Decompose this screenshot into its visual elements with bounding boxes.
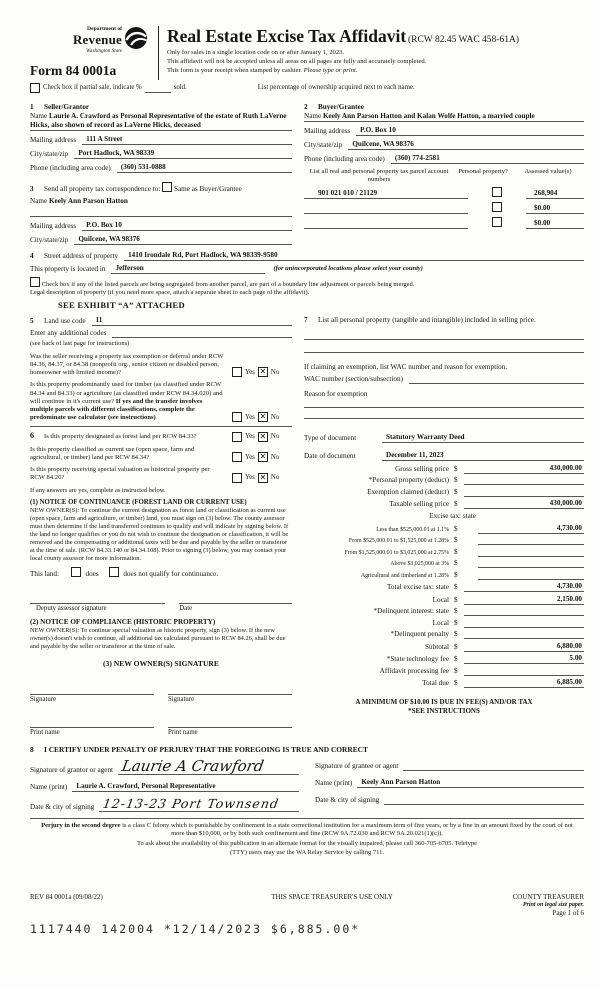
dollar-sign: $ <box>454 618 458 627</box>
footer <box>30 893 584 936</box>
perjury-rest: is a class C felony which is punishable by confinement in a state correctional institution for a maximum term of five years, or by a fine in an amount fixed by the court of not more than $10,000, or by both such confinement and fine (RCW 9A.72.030 and RCW 9A.20.021(1)(c)). <box>120 822 573 838</box>
grantor-date-handwriting: 12-13-23 Port Townsend <box>101 796 281 812</box>
bracket-label: From $525,000.01 to $1,525,000 at 1.28% <box>348 538 449 545</box>
grantee-print-field[interactable]: Keely Ann Parson Hatton <box>357 778 584 788</box>
tax-bracket-row <box>304 571 584 580</box>
tax-label: Exemption claimed (deduct) <box>367 487 449 496</box>
dollar-sign: $ <box>454 679 458 688</box>
tax-label: *Delinquent penalty <box>390 630 449 639</box>
parcels-col1-header: List all real and personal property tax parcel account numbers <box>309 167 449 183</box>
dor-logo-text <box>73 26 122 55</box>
perjury-bold: Perjury in the second degree <box>41 822 121 830</box>
dollar-sign: $ <box>454 642 458 651</box>
dollar-sign: $ <box>454 666 458 675</box>
seller-phone-field[interactable]: (360) 531-0888 <box>117 163 292 173</box>
buyer-mailing-label: Mailing address <box>304 126 351 135</box>
tax-correspondence-name <box>30 197 292 206</box>
continuance-row <box>30 567 292 579</box>
sec1-number: 1 <box>30 102 34 111</box>
right-tax-column <box>304 316 584 737</box>
form-number: Form 84 0001a <box>30 62 117 78</box>
land-use-label: Land use code <box>44 317 86 326</box>
new-owner-print-field-2[interactable] <box>168 717 292 728</box>
tax-row-delinquent-local <box>304 619 584 628</box>
tax-row-gross <box>304 464 584 474</box>
sec3-mailing-label: Mailing address <box>30 221 77 230</box>
segregated-checkbox[interactable] <box>30 277 40 287</box>
grantor-signature-label: Signature of grantor or agent <box>30 766 114 775</box>
assessed-value-field[interactable]: $0.00 <box>526 219 584 229</box>
new-owner-print-field-1[interactable] <box>30 717 154 728</box>
tax-label: *State technology fee <box>386 655 449 664</box>
buyer-phone-field[interactable]: (360) 774-2581 <box>391 154 584 164</box>
reason-exemption-line-1[interactable] <box>304 407 584 408</box>
tax-row-technology-fee <box>304 654 584 664</box>
question-current-use-text: Is this property classified as current use (open space, farm and agricultural, or timber) land per RCW 84.34? <box>30 445 195 461</box>
footer-right <box>464 893 584 918</box>
bracket-label: Agricultural and timberland at 1.28% <box>360 572 449 579</box>
reason-exemption-label: Reason for exemption <box>304 390 368 399</box>
parcel-row <box>304 217 584 229</box>
header-left <box>30 26 148 80</box>
q5-no-checkbox[interactable] <box>258 473 268 483</box>
dollar-sign: $ <box>454 570 458 579</box>
seller-mailing-field[interactable]: 111 A Street <box>82 135 292 145</box>
rev-number: REV 84 0001a (09/08/22) <box>30 893 103 901</box>
bracket-label: Above $3,025,000 at 3% <box>390 561 449 568</box>
q1-yes-checkbox[interactable] <box>232 367 242 377</box>
bracket-label: Less than $525,000.01 at 1.1% <box>376 526 449 533</box>
tax-row-processing-fee <box>304 667 584 676</box>
assessed-value-field[interactable]: 268,904 <box>526 189 584 199</box>
treasurer-use-label: THIS SPACE TREASURER'S USE ONLY <box>271 893 393 901</box>
grantor-print-field[interactable]: Laurie A. Crawford, Personal Representative <box>72 782 299 792</box>
alt-format-note: To ask about the availability of this publication in an alternate format for the visually impaired, please call 360-705-6705. Teletype <box>137 839 477 847</box>
dollar-sign: $ <box>454 559 458 568</box>
seller-buyer-band <box>30 103 584 245</box>
legal-size-note: Print on legal size paper. <box>522 901 584 908</box>
parcel-row <box>304 187 584 199</box>
tax-bracket-row <box>304 536 584 545</box>
if-yes-note: If any answers are yes, complete as instructed below. <box>30 486 166 494</box>
print-name-label-1: Print name <box>30 728 60 736</box>
buyer-mailing-field[interactable]: P.O. Box 10 <box>356 126 584 136</box>
tax-label: Total due <box>422 679 449 688</box>
print-name-label-2: Print name <box>168 728 198 736</box>
tax-row-taxable <box>304 499 584 509</box>
does-checkbox[interactable] <box>71 567 81 577</box>
same-as-buyer-checkbox[interactable] <box>162 182 172 192</box>
no-label: No <box>270 433 280 441</box>
additional-codes-label: Enter any additional codes <box>30 329 107 338</box>
state-technology-fee-field[interactable]: 5.00 <box>464 654 584 664</box>
parcel-number-field[interactable] <box>304 204 468 214</box>
form-title: Real Estate Excise Tax Affidavit <box>167 26 407 46</box>
see-back-note: (see back of last page for instructions) <box>30 340 130 348</box>
header-note-3a: This form is your receipt when stamped by cashier. <box>167 67 304 75</box>
partial-sale-checkbox[interactable] <box>30 83 40 93</box>
delinquent-penalty-field[interactable] <box>464 630 584 639</box>
q1-no-checkbox[interactable] <box>258 367 268 377</box>
dollar-sign: $ <box>454 583 458 592</box>
dollar-sign: $ <box>454 630 458 639</box>
section-4 <box>30 251 584 311</box>
does-not-label: does not qualify for continuance. <box>123 570 219 579</box>
question-exemption-text: Was the seller receiving a property tax exemption or deferral under RCW 84.36, 84.37, or 84.38 (nonprofit org., senior citizen or disabled person, homeowner with limited income)? <box>30 352 224 377</box>
personal-property-checkbox[interactable] <box>492 187 502 197</box>
sec7-number: 7 <box>304 316 308 325</box>
sec8-number: 8 <box>30 745 34 755</box>
sec1-title: Seller/Grantor <box>44 102 90 111</box>
dollar-sign: $ <box>454 524 458 533</box>
seller-name-value[interactable]: Laurie A. Crawford as Personal Representative of the estate of Ruth LaVerne Hicks, also shown of record as LaVerne Hicks, deceased <box>30 111 287 129</box>
this-land-label: This land: <box>30 570 59 579</box>
segregated-row <box>30 277 584 289</box>
sec3-mailing-field[interactable]: P.O. Box 10 <box>82 221 292 231</box>
question-current-use <box>30 446 292 462</box>
does-label: does <box>85 570 99 579</box>
exemption-note: If claiming an exemption, list WAC number and reason for exemption. <box>304 363 508 372</box>
same-as-buyer-label: Same as Buyer/Grantee <box>173 184 242 193</box>
sec2-title: Buyer/Grantee <box>318 102 364 111</box>
tax-row-delinquent-penalty <box>304 630 584 639</box>
tax-label: Taxable selling price <box>389 500 449 509</box>
grantee-signature-label: Signature of grantee or agent <box>315 762 399 771</box>
ownership-note: List percentage of ownership acquired next to each name. <box>257 84 415 92</box>
seller-name <box>30 112 292 130</box>
seller-city-field[interactable]: Port Hadlock, WA 98339 <box>74 149 292 159</box>
tax-row-exemption-deduct <box>304 488 584 497</box>
new-owners-signature-title: (3) NEW OWNER(S) SIGNATURE <box>103 658 219 668</box>
partial-sale-label: Check box if partial sale, indicate % <box>43 84 142 92</box>
notice1-body: NEW OWNER(S): To continue the current designation as forest land or classification as current use (open space, farm and agriculture, or timber) land, you must sign on (3) below. The county assessor must then determine if the land transferred continues to qualify and will indicate by signing below. If the land no longer qualifies or you do not wish to continue the designation or classification, it will be removed and the compensating or additional taxes will be due and payable by the seller or transferor at the time of sale. (RCW 84.33.140 or 84.34.108). Prior to signing (3) below, you may contact your local county assessor for more information. <box>30 507 289 563</box>
taxable-selling-price-field[interactable]: 430,000.00 <box>464 499 584 509</box>
deputy-assessor-label: Deputy assessor signature <box>36 605 107 613</box>
grantee-print-label: Name (print) <box>315 779 353 788</box>
tax-row-total-state <box>304 582 584 592</box>
seller-phone-label: Phone (including area code) <box>30 163 111 172</box>
treasurer-stamp: 1117440 142004 *12/14/2023 $6,885.00* <box>30 922 361 936</box>
tax-row-subtotal <box>304 642 584 652</box>
dor-logo <box>30 26 148 55</box>
does-not-checkbox[interactable] <box>109 567 119 577</box>
q2-no-checkbox[interactable] <box>258 412 268 422</box>
type-of-document-label: Type of document <box>304 434 357 443</box>
seller-name-underline <box>30 130 292 131</box>
date-of-document-field[interactable]: December 11, 2023 <box>382 451 584 461</box>
bracket-5-field[interactable] <box>478 571 584 580</box>
tax-label: Subtotal <box>425 642 449 651</box>
no-label: No <box>270 414 280 421</box>
sec3-name-value[interactable]: Keely Ann Parson Hatton <box>48 196 128 205</box>
section-8 <box>30 745 584 812</box>
new-owner-print-names <box>30 717 292 737</box>
personal-property-checkbox[interactable] <box>492 202 502 212</box>
sec3-name-label: Name <box>30 196 48 205</box>
form-title-rcw: (RCW 82.45 WAC 458-61A) <box>407 35 519 45</box>
tax-bracket-row <box>304 524 584 534</box>
buyer-name-label: Name <box>304 111 322 120</box>
parcels-table <box>304 168 584 229</box>
parcel-number-field[interactable] <box>304 219 468 229</box>
grantee-date-field[interactable] <box>384 795 584 805</box>
personal-property-deduct-field[interactable] <box>464 476 584 485</box>
seller-city-label: City/state/zip <box>30 149 69 158</box>
question-timber-agriculture <box>30 381 292 422</box>
no-label: No <box>270 368 280 376</box>
yes-label: Yes <box>245 368 255 376</box>
yes-label: Yes <box>245 453 255 461</box>
no-label: No <box>270 474 280 482</box>
dollar-sign: $ <box>454 655 458 664</box>
sec3-heading <box>30 182 292 194</box>
header-note-1: Only for sales in a single location code on or after January 1, 2023. <box>167 48 345 56</box>
minimum-fee-note: A MINIMUM OF $10.00 IS DUE IN FEE(S) AND/OR TAX <box>355 698 533 707</box>
header-divider <box>158 26 159 80</box>
buyer-name-value[interactable]: Keely Ann Parson Hatton and Kalan Wolfe Hatton, a married couple <box>322 111 535 120</box>
parcel-number-field[interactable]: 901 021 010 / 21129 <box>304 189 468 199</box>
perjury-statement <box>38 822 576 838</box>
tax-row-personal-deduct <box>304 476 584 485</box>
header-note-2: This affidavit will not be accepted unless all areas on all pages are fully and accurately completed. <box>167 58 427 66</box>
personal-property-list-label: List all personal property (tangible and intangible) included in selling price. <box>318 316 536 325</box>
sec3-city-field[interactable]: Quilcene, WA 98376 <box>74 235 292 245</box>
buyer-city-label: City/state/zip <box>304 140 343 149</box>
notice2-body: NEW OWNER(S): To continue special valuation as historic property, sign (3) below. If the new owner(s) doesn't wish to continue, all additional tax calculated pursuant to RCW 84.26, shall be due and payable by the seller or transferor at the time of sale. <box>30 626 286 650</box>
sec3-city-label: City/state/zip <box>30 235 69 244</box>
new-owner-signatures <box>30 684 292 704</box>
tax-label: Gross selling price <box>395 464 449 473</box>
tax-label: Affidavit processing fee <box>379 666 449 675</box>
grantee-signature-field[interactable] <box>403 761 584 771</box>
exemption-claimed-field[interactable] <box>464 488 584 497</box>
tax-label: *Personal property (deduct) <box>368 476 449 485</box>
question-exemption-deferral <box>30 353 292 378</box>
partial-sale-percent-field[interactable] <box>145 85 171 93</box>
page-indicator: Page 1 of 6 <box>552 909 584 918</box>
sec6-number: 6 <box>30 431 34 441</box>
buyer-phone-label: Phone (including area code) <box>304 154 385 163</box>
grantor-print-label: Name (print) <box>30 783 68 792</box>
question-timber-bold-text: If yes and the transfer involves multiple parcels with different classifications, complete the predominate use calculator (see instructions) <box>30 397 203 422</box>
additional-codes-field[interactable] <box>112 329 292 338</box>
personal-property-checkbox[interactable] <box>492 217 502 227</box>
assessor-signature-row <box>30 593 292 613</box>
buyer-city-field[interactable]: Quilcene, WA 98376 <box>348 140 584 150</box>
new-owner-signature-field-1[interactable] <box>30 684 154 695</box>
q4-yes-checkbox[interactable] <box>232 452 242 462</box>
parcels-col2-header: Personal property? <box>458 167 508 175</box>
bracket-4-field[interactable] <box>478 559 584 568</box>
question-forest-land <box>30 431 292 441</box>
notice1-title: (1) NOTICE OF CONTINUANCE (FOREST LAND OR CURRENT USE) <box>30 498 247 506</box>
question-forest-text: Is this property designated as forest land per RCW 84.33? <box>44 433 197 441</box>
grantor-date-field[interactable] <box>99 796 299 812</box>
delinquent-interest-local-field[interactable] <box>464 619 584 628</box>
dollar-sign: $ <box>454 487 458 496</box>
dollar-sign: $ <box>454 547 458 556</box>
sec2-number: 2 <box>304 102 308 111</box>
parcels-header <box>304 168 584 184</box>
wac-number-field[interactable] <box>409 375 584 384</box>
excise-tax-heading: Excise tax: state <box>429 512 476 521</box>
legal-description-label: Legal description of property (if you need more space, attach a separate sheet to each page of the affidavit). <box>30 288 310 296</box>
sec3-name-underline <box>30 216 292 217</box>
reason-exemption-line-2[interactable] <box>304 418 584 419</box>
no-label: No <box>270 453 280 461</box>
dollar-sign: $ <box>454 595 458 604</box>
revenue-wordmark: Revenue <box>72 31 122 47</box>
q3-no-checkbox[interactable] <box>258 432 268 442</box>
left-questions-column <box>30 316 292 737</box>
gross-selling-price-field[interactable]: 430,000.00 <box>464 464 584 474</box>
local-tax-field[interactable]: 2,150.00 <box>464 595 584 605</box>
personal-property-line-2[interactable] <box>304 352 584 353</box>
notice2-title: (2) NOTICE OF COMPLIANCE (HISTORIC PROPERTY) <box>30 617 216 626</box>
legal-description-value[interactable]: SEE EXHIBIT “A” ATTACHED <box>58 299 185 310</box>
bracket-1-field[interactable]: 4,730.00 <box>478 524 584 534</box>
county-treasurer-label: COUNTY TREASURER <box>512 893 584 901</box>
dept-of-label: Department of <box>87 26 122 32</box>
assessor-date-field[interactable] <box>179 593 292 604</box>
sec1-heading <box>30 103 292 112</box>
bracket-label: From $1,525,000.01 to $3,025,000 at 2.75% <box>344 549 449 556</box>
see-instructions-note: *SEE INSTRUCTIONS <box>408 707 480 716</box>
q5-yes-checkbox[interactable] <box>232 473 242 483</box>
tax-label: Local <box>432 618 449 627</box>
type-of-document-field[interactable]: Statutory Warranty Deed <box>382 433 584 443</box>
personal-property-checkbox-cell <box>468 217 526 229</box>
q2-yes-checkbox[interactable] <box>232 412 242 422</box>
tax-bracket-row <box>304 548 584 557</box>
new-owner-signature-field-2[interactable] <box>168 684 292 695</box>
street-address-field[interactable]: 1410 Irondale Rd, Port Hadlock, WA 98339-9580 <box>124 251 584 261</box>
grantor-date-label: Date & city of signing <box>30 803 95 812</box>
buyer-name-underline <box>304 121 584 122</box>
dollar-sign: $ <box>454 607 458 616</box>
deputy-assessor-signature-field[interactable] <box>30 593 165 604</box>
buyer-name <box>304 112 584 121</box>
yes-label: Yes <box>245 414 255 421</box>
county-note: (for unincorporated locations please select your county) <box>273 265 423 273</box>
tax-label: *Delinquent interest: state <box>373 607 449 616</box>
seller-column <box>30 103 292 245</box>
sec3-label: Send all property tax correspondence to: <box>44 184 161 193</box>
dollar-sign: $ <box>454 500 458 509</box>
signature-label-2: Signature <box>168 696 195 704</box>
county-field[interactable]: Jefferson <box>111 264 265 274</box>
signature-grid <box>30 754 584 812</box>
washington-state-label: Washington State <box>86 48 122 55</box>
delinquent-interest-state-field[interactable] <box>464 607 584 616</box>
seller-mailing-label: Mailing address <box>30 135 77 144</box>
sec3-number: 3 <box>30 184 34 193</box>
question-historic-text: Is this property receiving special valuation as historical property per RCW 84.26? <box>30 466 210 482</box>
partial-sale-row <box>30 83 584 93</box>
tax-row-total-due <box>304 678 584 688</box>
sec6-divider <box>30 426 292 427</box>
located-in-label: This property is located in <box>30 264 106 273</box>
main-band <box>30 316 584 737</box>
tty-note: (TTY) users may use the WA Relay Service by calling 711. <box>230 848 384 856</box>
signature-label-1: Signature <box>30 696 57 704</box>
tax-bracket-row <box>304 559 584 568</box>
yes-label: Yes <box>245 474 255 482</box>
q4-no-checkbox[interactable] <box>258 452 268 462</box>
affidavit-processing-fee-field[interactable] <box>464 667 584 676</box>
partial-sale-sold-label: sold. <box>173 84 187 92</box>
segregated-label: Check box if any of the listed parcels are being segregated from another parcel, are part of a boundary line adjustment or parcels being merged. <box>41 280 415 288</box>
header <box>30 26 584 80</box>
certify-statement: I CERTIFY UNDER PENALTY OF PERJURY THAT THE FOREGOING IS TRUE AND CORRECT <box>44 745 368 755</box>
wac-number-label: WAC number (section/subsection) <box>304 375 404 384</box>
yes-label: Yes <box>245 433 255 441</box>
parcel-row <box>304 202 584 214</box>
subtotal-field[interactable]: 6,880.00 <box>464 642 584 652</box>
personal-property-line-1[interactable] <box>304 339 584 340</box>
grantor-signature-handwriting: Laurie A Crawford <box>120 757 266 776</box>
grantor-signature-field[interactable] <box>118 757 299 776</box>
header-right <box>167 26 584 80</box>
date-of-document-label: Date of document <box>304 452 356 461</box>
grantee-signature-column <box>315 754 584 812</box>
perjury-notice <box>30 818 584 857</box>
sec2-heading <box>304 103 584 112</box>
land-use-field[interactable]: 11 <box>92 316 292 326</box>
total-excise-state-field[interactable]: 4,730.00 <box>464 582 584 592</box>
street-address-label: Street address of property <box>44 251 119 260</box>
bracket-2-field[interactable] <box>478 536 584 545</box>
tax-row-delinquent-interest <box>304 607 584 616</box>
dollar-sign: $ <box>454 536 458 545</box>
dollar-sign: $ <box>454 476 458 485</box>
buyer-column <box>304 103 584 245</box>
parcels-col3-header: Assessed value(s) <box>524 167 572 175</box>
tax-label: Total excise tax: state <box>387 583 449 592</box>
seller-name-label: Name <box>30 111 48 120</box>
header-note-3 <box>167 67 584 75</box>
dollar-sign: $ <box>454 464 458 473</box>
header-note-3b: Please type or print. <box>303 67 358 75</box>
sec4-number: 4 <box>30 251 34 260</box>
sec5-number: 5 <box>30 317 34 326</box>
personal-property-checkbox-cell <box>468 202 526 214</box>
revenue-swirl-icon <box>124 26 148 53</box>
total-due-field[interactable]: 6,885.00 <box>464 678 584 688</box>
personal-property-checkbox-cell <box>468 187 526 199</box>
q3-yes-checkbox[interactable] <box>232 432 242 442</box>
grantee-date-label: Date & city of signing <box>315 796 380 805</box>
question-historic <box>30 466 292 482</box>
tax-row-local <box>304 595 584 605</box>
bracket-3-field[interactable] <box>478 548 584 557</box>
question-timber-text: Is this property predominantly used for timber (as classified under RCW 84.34 and 84.33) or agriculture (as classified under RCW 84.34.020) and will continue in it's current use? <box>30 381 223 405</box>
tax-label: Local <box>432 595 449 604</box>
grantor-signature-column <box>30 754 299 812</box>
assessor-date-label: Date <box>179 605 193 613</box>
assessed-value-field[interactable]: $0.00 <box>526 204 584 214</box>
